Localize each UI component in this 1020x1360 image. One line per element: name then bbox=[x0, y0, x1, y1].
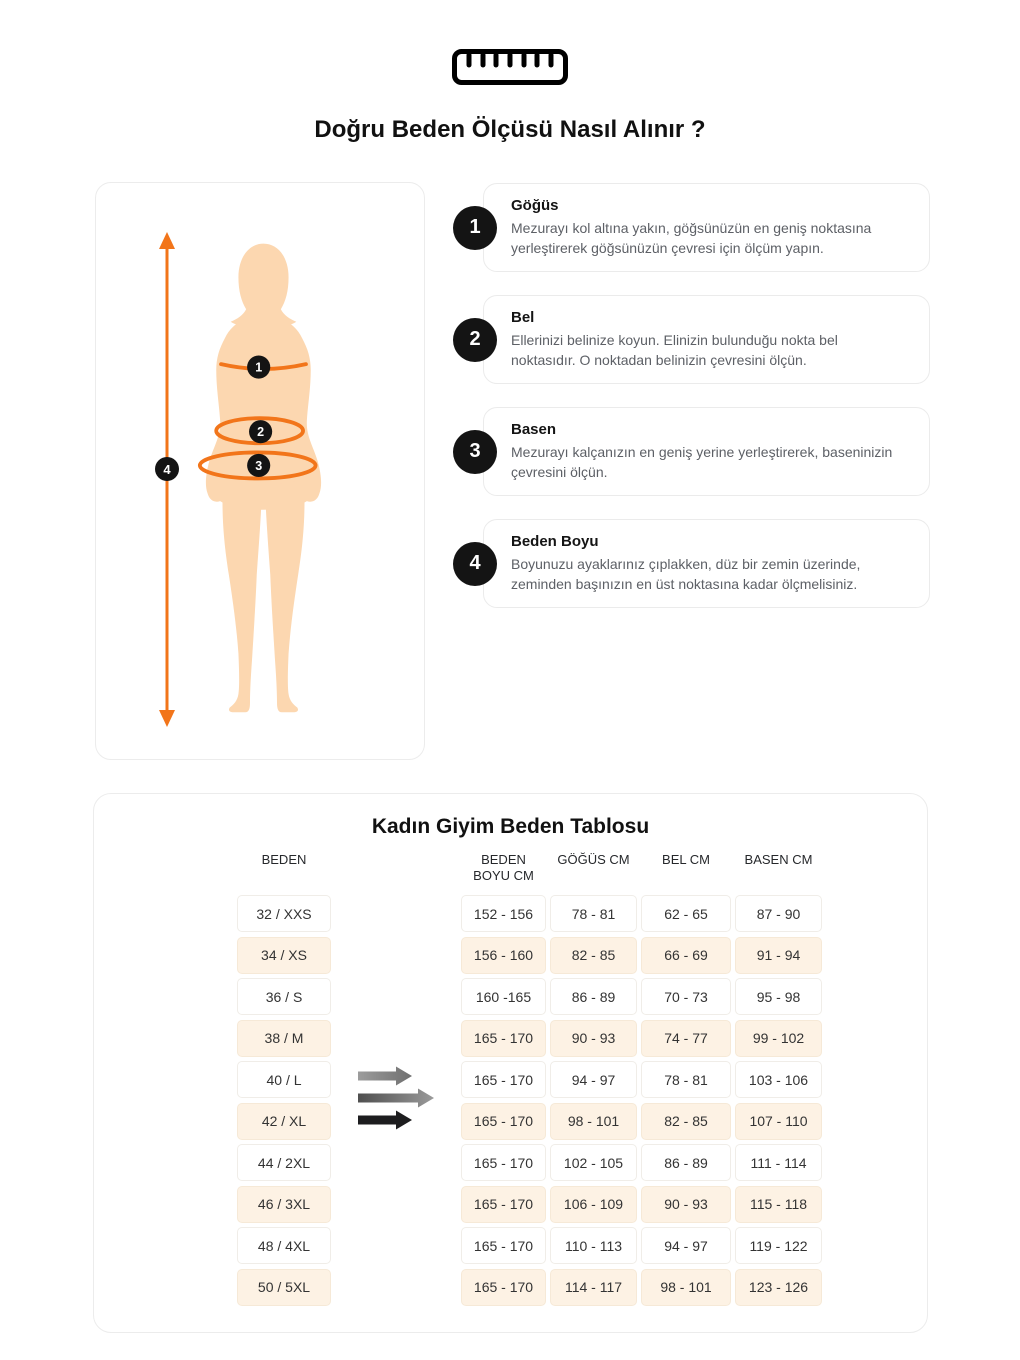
step-number-badge bbox=[453, 206, 497, 250]
cell-beden: 36 / S bbox=[237, 978, 331, 1015]
cell-basen: 99 - 102 bbox=[735, 1020, 822, 1057]
height-arrow bbox=[152, 231, 182, 728]
table-row bbox=[237, 937, 927, 974]
cell-bel: 86 - 89 bbox=[641, 1144, 731, 1181]
instruction-description: Boyunuzu ayaklarınız çıplakken, düz bir zemin üzerinde, zeminden başınızın en üst noktasına kadar ölçmelisiniz. bbox=[511, 556, 861, 592]
cell-beden: 40 / L bbox=[237, 1061, 331, 1098]
column-header-beden-boyu: BEDEN BOYU CM bbox=[473, 852, 534, 883]
step-number: 4 bbox=[469, 552, 481, 574]
cell-spacer bbox=[335, 1186, 457, 1223]
cell-basen: 103 - 106 bbox=[735, 1061, 822, 1098]
step-number-badge bbox=[453, 318, 497, 362]
cell-boy: 165 - 170 bbox=[461, 1144, 546, 1181]
cell-bel: 62 - 65 bbox=[641, 895, 731, 932]
cell-bel: 78 - 81 bbox=[641, 1061, 731, 1098]
table-row bbox=[237, 1103, 927, 1140]
cell-boy: 160 -165 bbox=[461, 978, 546, 1015]
instruction-list bbox=[469, 183, 930, 631]
cell-boy: 165 - 170 bbox=[461, 1020, 546, 1057]
table-row bbox=[237, 895, 927, 932]
cell-bel: 82 - 85 bbox=[641, 1103, 731, 1140]
table-row bbox=[237, 1227, 927, 1264]
instruction-card-gogus bbox=[469, 183, 930, 272]
hip-label: 3 bbox=[255, 458, 263, 473]
cell-basen: 87 - 90 bbox=[735, 895, 822, 932]
cell-spacer bbox=[335, 937, 457, 974]
table-row bbox=[237, 1144, 927, 1181]
cell-spacer bbox=[335, 1269, 457, 1306]
cell-boy: 152 - 156 bbox=[461, 895, 546, 932]
instruction-description: Mezurayı kol altına yakın, göğsünüzün en geniş noktasına yerleştirerek göğsünüzün çevresi için ölçüm yapın. bbox=[511, 220, 872, 256]
cell-boy: 156 - 160 bbox=[461, 937, 546, 974]
table-row bbox=[237, 1269, 927, 1306]
cell-bel: 74 - 77 bbox=[641, 1020, 731, 1057]
body-silhouette bbox=[196, 233, 331, 721]
column-header-gogus: GÖĞÜS CM bbox=[557, 852, 630, 867]
cell-bel: 70 - 73 bbox=[641, 978, 731, 1015]
cell-basen: 91 - 94 bbox=[735, 937, 822, 974]
instruction-title: Beden Boyu bbox=[511, 533, 599, 550]
step-number-badge bbox=[453, 542, 497, 586]
cell-gogus: 102 - 105 bbox=[550, 1144, 637, 1181]
size-table-title: Kadın Giyim Beden Tablosu bbox=[371, 815, 650, 838]
step-number: 2 bbox=[469, 328, 481, 350]
cell-beden: 42 / XL bbox=[237, 1103, 331, 1140]
table-row bbox=[237, 1061, 927, 1098]
cell-gogus: 98 - 101 bbox=[550, 1103, 637, 1140]
body-measurement-figure-card bbox=[95, 182, 425, 760]
bust-label: 1 bbox=[255, 360, 263, 375]
height-label: 4 bbox=[163, 462, 171, 477]
instruction-description: Mezurayı kalçanızın en geniş yerine yerleştirerek, baseninizin çevresini ölçün. bbox=[511, 444, 893, 480]
instruction-card-beden-boyu bbox=[469, 519, 930, 608]
cell-basen: 107 - 110 bbox=[735, 1103, 822, 1140]
cell-beden: 32 / XXS bbox=[237, 895, 331, 932]
cell-basen: 123 - 126 bbox=[735, 1269, 822, 1306]
instruction-title: Basen bbox=[511, 421, 557, 438]
cell-spacer bbox=[335, 1020, 457, 1057]
instruction-description: Ellerinizi belinize koyun. Elinizin bulunduğu nokta bel noktasıdır. O noktadan belinizin çevresini ölçün. bbox=[511, 332, 838, 368]
pointer-arrows-icon bbox=[356, 1066, 452, 1132]
cell-beden: 44 / 2XL bbox=[237, 1144, 331, 1181]
cell-beden: 48 / 4XL bbox=[237, 1227, 331, 1264]
cell-basen: 119 - 122 bbox=[735, 1227, 822, 1264]
cell-boy: 165 - 170 bbox=[461, 1103, 546, 1140]
cell-beden: 46 / 3XL bbox=[237, 1186, 331, 1223]
right-leg-shape bbox=[264, 480, 304, 712]
step-number: 3 bbox=[469, 440, 481, 462]
cell-boy: 165 - 170 bbox=[461, 1269, 546, 1306]
cell-bel: 98 - 101 bbox=[641, 1269, 731, 1306]
cell-boy: 165 - 170 bbox=[461, 1061, 546, 1098]
cell-gogus: 90 - 93 bbox=[550, 1020, 637, 1057]
cell-bel: 90 - 93 bbox=[641, 1186, 731, 1223]
cell-boy: 165 - 170 bbox=[461, 1227, 546, 1264]
size-table-header bbox=[237, 852, 927, 884]
cell-basen: 95 - 98 bbox=[735, 978, 822, 1015]
column-header-beden: BEDEN bbox=[261, 852, 307, 867]
cell-gogus: 114 - 117 bbox=[550, 1269, 637, 1306]
step-number-badge bbox=[453, 430, 497, 474]
table-row bbox=[237, 1186, 927, 1223]
cell-beden: 50 / 5XL bbox=[237, 1269, 331, 1306]
table-row bbox=[237, 978, 927, 1015]
left-leg-shape bbox=[222, 480, 262, 712]
instruction-title: Göğüs bbox=[511, 197, 559, 214]
page-title: Doğru Beden Ölçüsü Nasıl Alınır ? bbox=[314, 116, 706, 143]
cell-spacer bbox=[335, 895, 457, 932]
instruction-card-basen bbox=[469, 407, 930, 496]
cell-beden: 38 / M bbox=[237, 1020, 331, 1057]
size-table-card bbox=[93, 793, 928, 1333]
instruction-card-bel bbox=[469, 295, 930, 384]
table-row bbox=[237, 1020, 927, 1057]
waist-label: 2 bbox=[257, 425, 265, 440]
ruler-icon bbox=[451, 48, 569, 91]
cell-gogus: 86 - 89 bbox=[550, 978, 637, 1015]
cell-bel: 66 - 69 bbox=[641, 937, 731, 974]
cell-gogus: 106 - 109 bbox=[550, 1186, 637, 1223]
column-header-basen: BASEN CM bbox=[744, 852, 813, 867]
instruction-title: Bel bbox=[511, 309, 535, 326]
cell-spacer bbox=[335, 978, 457, 1015]
cell-bel: 94 - 97 bbox=[641, 1227, 731, 1264]
cell-spacer bbox=[335, 1144, 457, 1181]
column-header-bel: BEL CM bbox=[662, 852, 710, 867]
cell-basen: 111 - 114 bbox=[735, 1144, 822, 1181]
cell-gogus: 78 - 81 bbox=[550, 895, 637, 932]
cell-beden: 34 / XS bbox=[237, 937, 331, 974]
cell-gogus: 94 - 97 bbox=[550, 1061, 637, 1098]
cell-gogus: 82 - 85 bbox=[550, 937, 637, 974]
cell-spacer bbox=[335, 1227, 457, 1264]
step-number: 1 bbox=[469, 216, 481, 238]
cell-gogus: 110 - 113 bbox=[550, 1227, 637, 1264]
cell-boy: 165 - 170 bbox=[461, 1186, 546, 1223]
cell-basen: 115 - 118 bbox=[735, 1186, 822, 1223]
